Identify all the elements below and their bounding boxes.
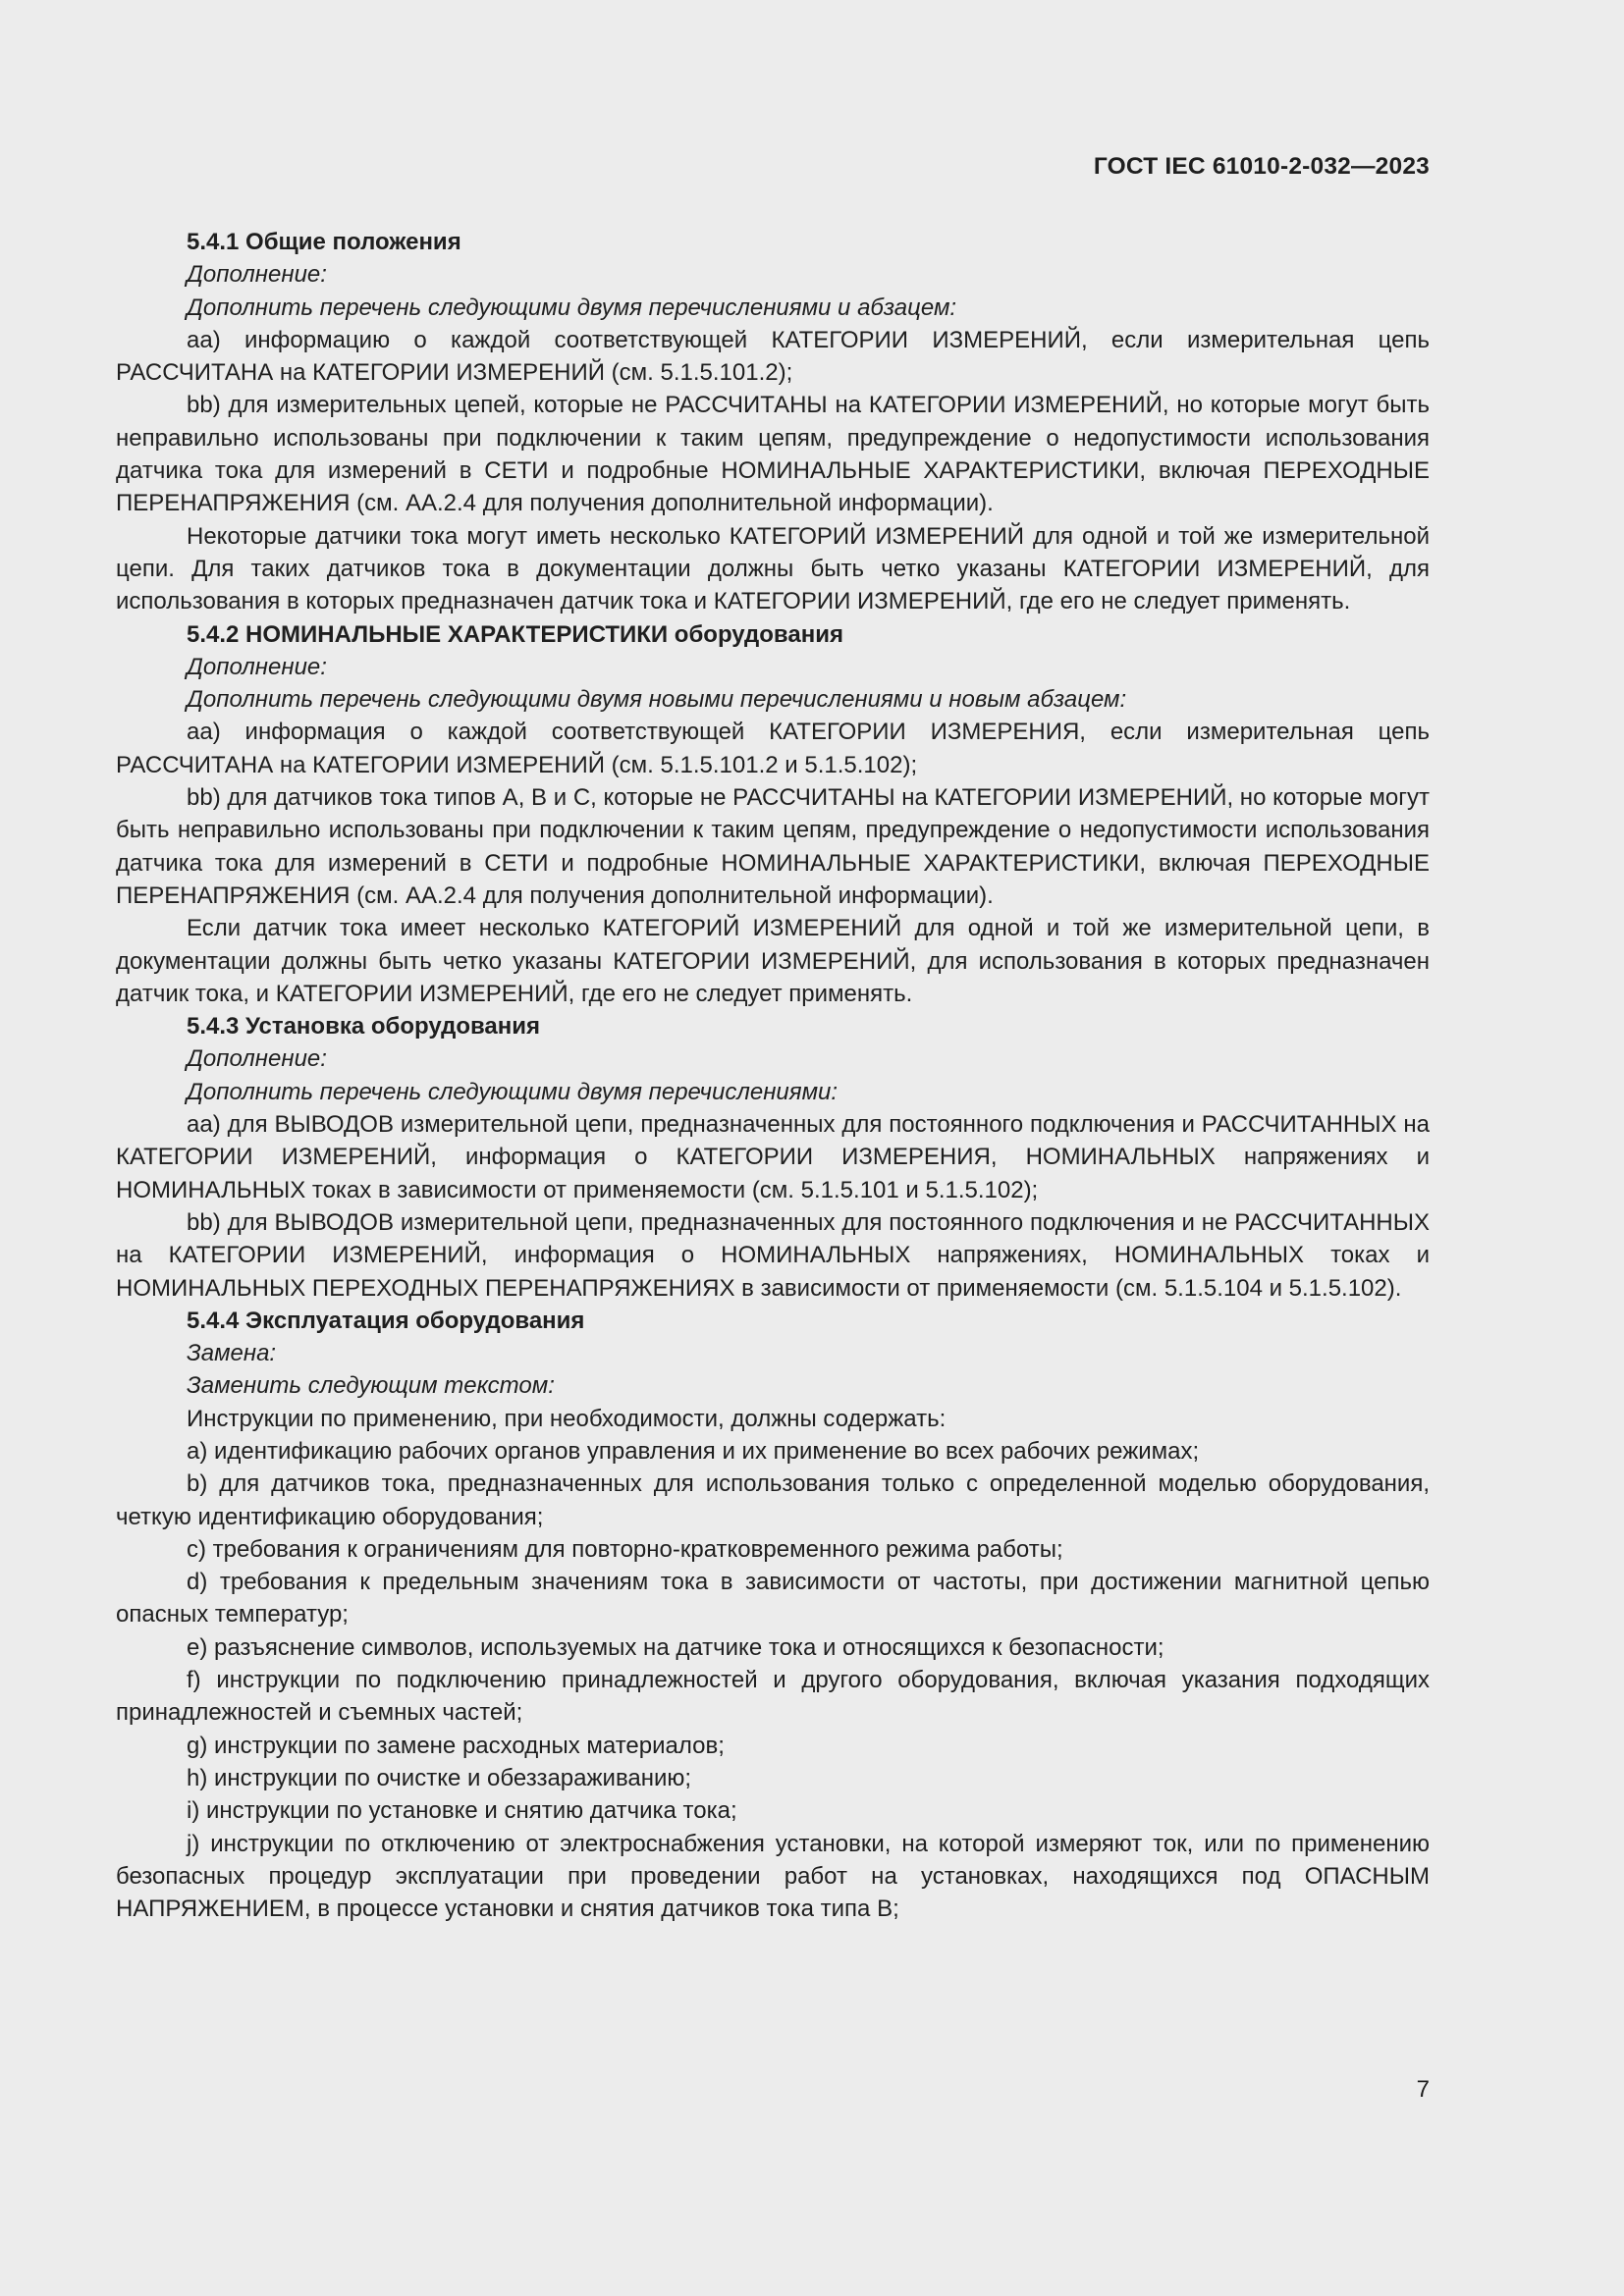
paragraph: аа) информацию о каждой соответствующей КАТЕГОРИИ ИЗМЕРЕНИЙ, если измерительная цепь РАССЧИТАНА на КАТЕГОРИИ ИЗМЕРЕНИЙ (см. 5.1.5.101.2); [116, 326, 1430, 387]
paragraph: f) инструкции по подключению принадлежностей и другого оборудования, включая указания подходящих принадлежностей и съемных частей; [116, 1667, 1430, 1727]
amendment-instruction: Дополнение: [187, 1045, 327, 1073]
section-heading: 5.4.4 Эксплуатация оборудования [187, 1307, 585, 1334]
paragraph: аа) для ВЫВОДОВ измерительной цепи, предназначенных для постоянного подключения и РАССЧИТАННЫХ на КАТЕГОРИИ ИЗМЕРЕНИЙ, информация о КАТЕГОРИИ ИЗМЕРЕНИЯ, НОМИНАЛЬНЫХ напряжениях и НОМИНАЛЬНЫХ токах в зависимости от применяемости (см. 5.1.5.101 и 5.1.5.102); [116, 1111, 1430, 1203]
page-number: 7 [1416, 2076, 1430, 2103]
paragraph: bb) для датчиков тока типов А, В и С, которые не РАССЧИТАНЫ на КАТЕГОРИИ ИЗМЕРЕНИЙ, но которые могут быть неправильно использованы при подключении к таким цепям, предупреждение о недопустимости использования датчика тока для измерений в СЕТИ и подробные НОМИНАЛЬНЫЕ ХАРАКТЕРИСТИКИ, включая ПЕРЕХОДНЫЕ ПЕРЕНАПРЯЖЕНИЯ (см. АА.2.4 для получения дополнительной информации). [116, 784, 1430, 909]
amendment-instruction: Дополнить перечень следующими двумя перечислениями и абзацем: [187, 294, 957, 321]
paragraph: j) инструкции по отключению от электроснабжения установки, на которой измеряют ток, или по применению безопасных процедур эксплуатации при проведении работ на установках, находящихся под ОПАСНЫМ НАПРЯЖЕНИЕМ, в процессе установки и снятия датчиков тока типа В; [116, 1830, 1430, 1923]
paragraph: b) для датчиков тока, предназначенных для использования только с определенной моделью оборудования, четкую идентификацию оборудования; [116, 1470, 1430, 1530]
section-heading: 5.4.3 Установка оборудования [187, 1013, 541, 1041]
paragraph: h) инструкции по очистке и обеззараживанию; [187, 1764, 692, 1791]
document-body [116, 226, 1430, 1925]
section-heading: 5.4.2 НОМИНАЛЬНЫЕ ХАРАКТЕРИСТИКИ оборудования [187, 620, 843, 648]
amendment-instruction: Замена: [187, 1340, 277, 1367]
paragraph: Если датчик тока имеет несколько КАТЕГОРИЙ ИЗМЕРЕНИЙ для одной и той же измерительной цепи, в документации должны быть четко указаны КАТЕГОРИИ ИЗМЕРЕНИЙ, для использования в которых предназначен датчик тока, и КАТЕГОРИИ ИЗМЕРЕНИЙ, где его не следует применять. [116, 915, 1430, 1007]
paragraph: Некоторые датчики тока могут иметь несколько КАТЕГОРИЙ ИЗМЕРЕНИЙ для одной и той же измерительной цепи. Для таких датчиков тока в документации должны быть четко указаны КАТЕГОРИИ ИЗМЕРЕНИЙ, для использования в которых предназначен датчик тока и КАТЕГОРИИ ИЗМЕРЕНИЙ, где его не следует применять. [116, 522, 1430, 615]
paragraph: c) требования к ограничениям для повторно-кратковременного режима работы; [187, 1535, 1063, 1563]
paragraph: d) требования к предельным значениям тока в зависимости от частоты, при достижении магнитной цепью опасных температур; [116, 1569, 1430, 1629]
paragraph: Инструкции по применению, при необходимости, должны содержать: [187, 1405, 947, 1432]
amendment-instruction: Дополнение: [187, 653, 327, 680]
paragraph: e) разъяснение символов, используемых на датчике тока и относящихся к безопасности; [187, 1633, 1164, 1661]
amendment-instruction: Дополнить перечень следующими двумя новыми перечислениями и новым абзацем: [187, 686, 1127, 714]
document-header: ГОСТ IEC 61010-2-032—2023 [1093, 153, 1430, 180]
paragraph: bb) для измерительных цепей, которые не РАССЧИТАНЫ на КАТЕГОРИИ ИЗМЕРЕНИЙ, но которые могут быть неправильно использованы при подключении к таким цепям, предупреждение о недопустимости использования датчика тока для измерений в СЕТИ и подробные НОМИНАЛЬНЫЕ ХАРАКТЕРИСТИКИ, включая ПЕРЕХОДНЫЕ ПЕРЕНАПРЯЖЕНИЯ (см. АА.2.4 для получения дополнительной информации). [116, 392, 1430, 517]
paragraph: a) идентификацию рабочих органов управления и их применение во всех рабочих режимах; [187, 1437, 1200, 1465]
amendment-instruction: Дополнить перечень следующими двумя перечислениями: [187, 1078, 839, 1105]
paragraph: bb) для ВЫВОДОВ измерительной цепи, предназначенных для постоянного подключения и не РАССЧИТАННЫХ на КАТЕГОРИИ ИЗМЕРЕНИЙ, информация о НОМИНАЛЬНЫХ напряжениях, НОМИНАЛЬНЫХ токах и НОМИНАЛЬНЫХ ПЕРЕХОДНЫХ ПЕРЕНАПРЯЖЕНИЯХ в зависимости от применяемости (см. 5.1.5.104 и 5.1.5.102). [116, 1208, 1430, 1302]
amendment-instruction: Заменить следующим текстом: [187, 1372, 555, 1400]
paragraph: аа) информация о каждой соответствующей КАТЕГОРИИ ИЗМЕРЕНИЯ, если измерительная цепь РАССЧИТАНА на КАТЕГОРИИ ИЗМЕРЕНИЙ (см. 5.1.5.101.2 и 5.1.5.102); [116, 719, 1430, 778]
amendment-instruction: Дополнение: [187, 261, 327, 289]
section-heading: 5.4.1 Общие положения [187, 229, 461, 255]
paragraph: i) инструкции по установке и снятию датчика тока; [187, 1797, 737, 1825]
paragraph: g) инструкции по замене расходных материалов; [187, 1732, 725, 1759]
